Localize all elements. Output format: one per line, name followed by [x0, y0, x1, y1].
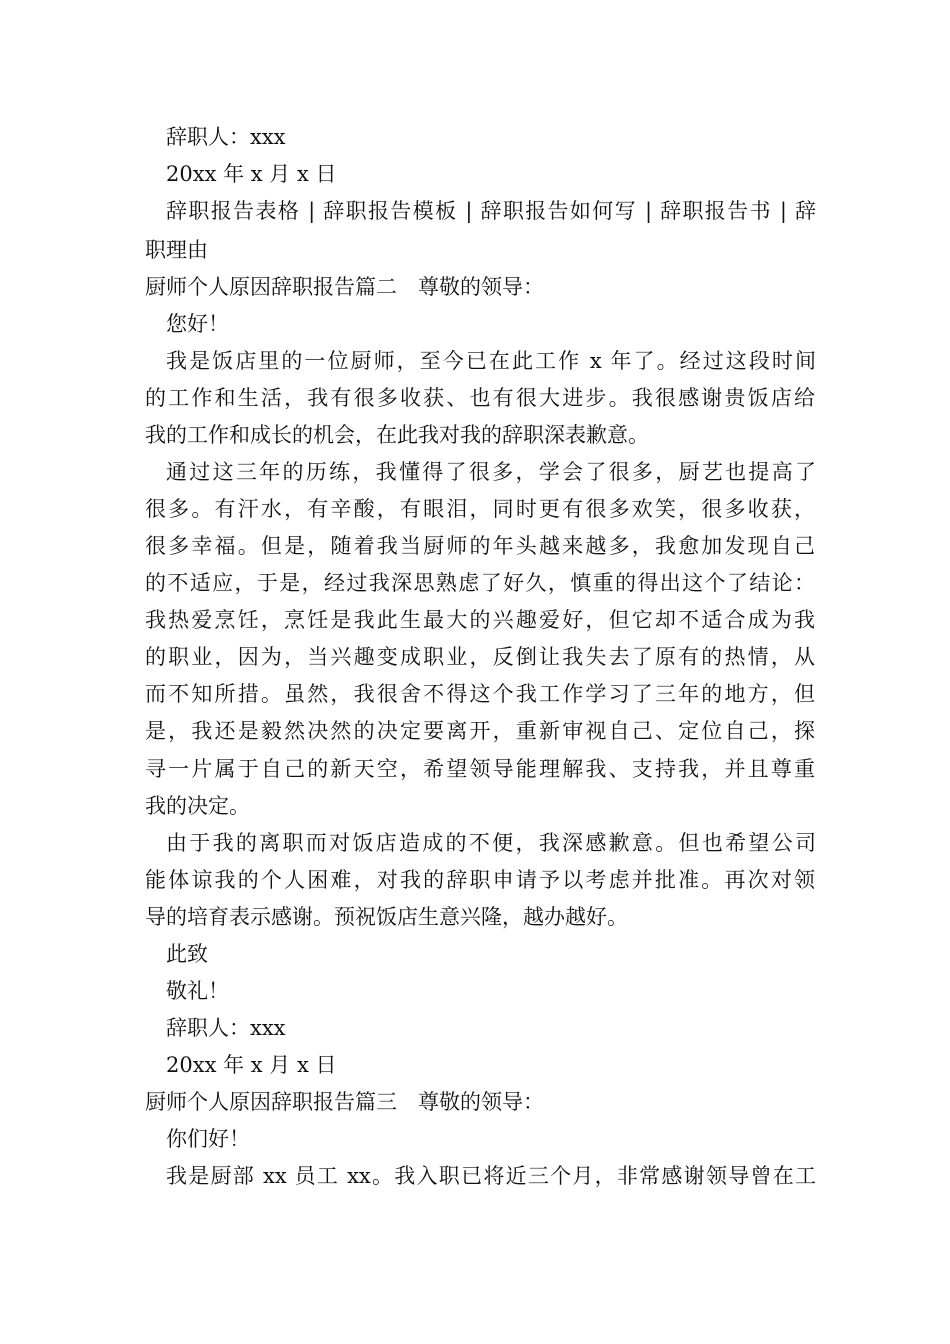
paragraph-line: 我热爱烹饪，烹饪是我此生最大的兴趣爱好，但它却不适合成为我 [145, 608, 815, 632]
paragraph-line: 是，我还是毅然决然的决定要离开，重新审视自己、定位自己，探 [145, 719, 815, 743]
paragraph-line: 我是厨部 xx 员工 xx。我入职已将近三个月，非常感谢领导曾在工 [166, 1164, 816, 1188]
paragraph-line: 我是饭店里的一位厨师，至今已在此工作 x 年了。经过这段时间 [166, 349, 816, 373]
section-heading: 厨师个人原因辞职报告篇三 尊敬的领导： [145, 1090, 544, 1114]
paragraph-line: 导的培育表示感谢。预祝饭店生意兴隆，越办越好。 [145, 905, 628, 929]
closing-line: 此致 [166, 942, 208, 966]
section-heading: 厨师个人原因辞职报告篇二 尊敬的领导： [145, 275, 544, 299]
closing-line: 敬礼！ [166, 979, 229, 1003]
greeting: 您好！ [166, 312, 229, 336]
paragraph-line: 的工作和生活，我有很多收获、也有很大进步。我很感谢贵饭店给 [145, 386, 815, 410]
signature-line: 辞职人：xxx [166, 1016, 286, 1040]
date-line: 20xx 年 x 月 x 日 [166, 1053, 337, 1077]
paragraph-line: 能体谅我的个人困难，对我的辞职申请予以考虑并批准。再次对领 [145, 868, 815, 892]
signature-line: 辞职人：xxx [166, 125, 286, 149]
paragraph-line: 由于我的离职而对饭店造成的不便，我深感歉意。但也希望公司 [166, 831, 816, 855]
paragraph-line: 我的工作和成长的机会，在此我对我的辞职深表歉意。 [145, 423, 649, 447]
related-links-line: 职理由 [145, 238, 208, 262]
paragraph-line: 而不知所措。虽然，我很舍不得这个我工作学习了三年的地方，但 [145, 682, 815, 706]
paragraph-line: 很多。有汗水，有辛酸，有眼泪，同时更有很多欢笑，很多收获， [145, 497, 815, 521]
paragraph-line: 寻一片属于自己的新天空，希望领导能理解我、支持我，并且尊重 [145, 757, 815, 781]
paragraph-line: 的不适应，于是，经过我深思熟虑了好久，慎重的得出这个了结论： [145, 571, 815, 595]
related-links-line: 辞职报告表格 | 辞职报告模板 | 辞职报告如何写 | 辞职报告书 | 辞 [166, 199, 816, 223]
paragraph-line: 的职业，因为，当兴趣变成职业，反倒让我失去了原有的热情，从 [145, 645, 815, 669]
paragraph-line: 通过这三年的历练，我懂得了很多，学会了很多，厨艺也提高了 [166, 460, 816, 484]
greeting: 你们好！ [166, 1127, 250, 1151]
paragraph-line: 很多幸福。但是，随着我当厨师的年头越来越多，我愈加发现自己 [145, 534, 815, 558]
paragraph-line: 我的决定。 [145, 794, 250, 818]
date-line: 20xx 年 x 月 x 日 [166, 162, 337, 186]
